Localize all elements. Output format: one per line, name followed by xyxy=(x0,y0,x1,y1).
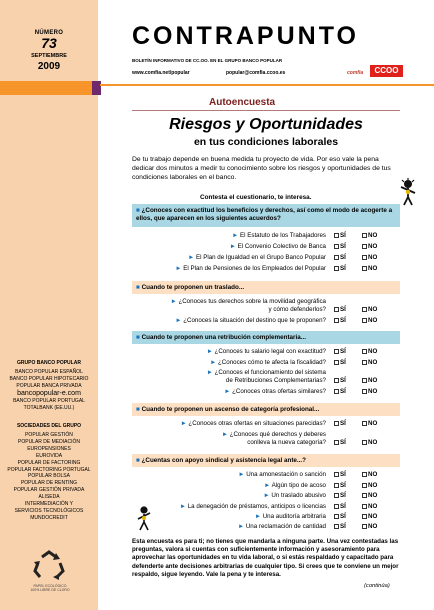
question-row: ► El Estatuto de los Trabajadores xyxy=(232,232,326,239)
list-item: TOTALBANK (EE.UU.) xyxy=(23,404,75,411)
list-item: ALISEDA xyxy=(38,494,60,501)
yes-option[interactable]: SÍ xyxy=(334,306,346,313)
list-item: MUNDOCREDIT xyxy=(30,514,68,521)
no-option[interactable]: NO xyxy=(362,377,377,384)
yes-option[interactable]: SÍ xyxy=(334,439,346,446)
no-option[interactable]: NO xyxy=(362,348,377,355)
mascot-figure-icon xyxy=(398,178,418,206)
no-option[interactable]: NO xyxy=(362,503,377,510)
question-row: ► ¿Conoces tu salario legal con exactitud? xyxy=(206,348,326,355)
no-option[interactable]: NO xyxy=(362,243,377,250)
list-item: BANCO POPULAR HIPOTECARIO xyxy=(9,375,89,382)
list-item: POPULAR FACTORING PORTUGAL xyxy=(7,466,91,473)
no-option[interactable]: NO xyxy=(362,482,377,489)
yes-option[interactable]: SÍ xyxy=(334,359,346,366)
question-row: ► El Convenio Colectivo de Banca xyxy=(229,243,326,250)
comfia-logo: comfia xyxy=(347,70,364,76)
list-item: SERVICIOS TECNOLÓGICOS xyxy=(14,507,84,514)
question-row: y cómo defenderlos? xyxy=(268,306,326,313)
companies-list xyxy=(0,432,98,522)
question-row: ► ¿Conoces otras ofertas similares? xyxy=(224,388,326,395)
recycle-icon xyxy=(30,549,68,581)
question-row: ► ¿Conoces la situación del destino que te proponen? xyxy=(175,317,326,324)
list-item: BANCO POPULAR PORTUGAL xyxy=(13,397,85,404)
no-option[interactable]: NO xyxy=(362,471,377,478)
header-divider xyxy=(100,84,434,86)
group-heading: GRUPO BANCO POPULAR xyxy=(17,360,81,366)
list-item: POPULAR GESTIÓN PRIVADA xyxy=(13,487,85,494)
question-row: ► El Plan de Pensiones de los Empleados del Popular xyxy=(175,265,326,272)
yes-option[interactable]: SÍ xyxy=(334,523,346,530)
call-to-action: Contesta el cuestionario, te interesa. xyxy=(200,194,312,201)
no-option[interactable]: NO xyxy=(362,492,377,499)
no-option[interactable]: NO xyxy=(362,388,377,395)
issue-number: 73 xyxy=(41,35,57,51)
question-row: ► Una amonestación o sanción xyxy=(238,471,326,478)
no-option[interactable]: NO xyxy=(362,232,377,239)
list-item: bancopopular-e.com xyxy=(17,389,81,397)
no-option[interactable]: NO xyxy=(362,359,377,366)
masthead-title: CONTRAPUNTO xyxy=(132,22,359,50)
yes-option[interactable]: SÍ xyxy=(334,377,346,384)
question-row: ► Un traslado abusivo xyxy=(263,492,326,499)
no-option[interactable]: NO xyxy=(362,306,377,313)
yes-option[interactable]: SÍ xyxy=(334,254,346,261)
list-item: POPULAR DE MEDIACIÓN xyxy=(18,438,80,445)
companies-heading: SOCIEDADES DEL GRUPO xyxy=(16,423,82,429)
yes-option[interactable]: SÍ xyxy=(334,513,346,520)
yes-option[interactable]: SÍ xyxy=(334,232,346,239)
question-row: ► ¿Conoces qué derechos y deberes xyxy=(221,431,326,438)
yes-option[interactable]: SÍ xyxy=(334,265,346,272)
no-option[interactable]: NO xyxy=(362,513,377,520)
no-option[interactable]: NO xyxy=(362,265,377,272)
yes-option[interactable]: SÍ xyxy=(334,482,346,489)
closing-paragraph: Esta encuesta es para ti; no tienes que mandarla a ninguna parte. Una vez contestadas las preguntas, valora si cuentas con suficientemente información y asesoramiento para aprovechar las oportunidades en tu vida laboral, o si estás respaldado y capacitado para defenderte ante decisiones arbitrarias de cualquier tipo. Si crees que te conviene un mejor respaldo, sigue leyendo. Vale la pena y te interesa. xyxy=(132,538,399,578)
question-4-header: ■ Cuando te proponen un ascenso de categoría profesional... xyxy=(132,403,400,416)
website-link[interactable]: www.comfia.net/popular xyxy=(132,70,190,76)
question-row: conlleva la nueva categoría? xyxy=(247,439,326,446)
list-item: BANCO POPULAR ESPAÑOL xyxy=(15,369,83,375)
survey-subtitle: en tus condiciones laborales xyxy=(193,136,339,148)
question-row: ► Algún tipo de acoso xyxy=(264,482,326,489)
list-item: POPULAR DE FACTORING xyxy=(17,459,81,466)
yes-option[interactable]: SÍ xyxy=(334,503,346,510)
question-1-header: ■ ¿Conoces con exactitud los beneficios y derechos, así como el modo de acogerte a ellos, que aparecen en los siguientes acuerdos? xyxy=(132,204,400,227)
no-option[interactable]: NO xyxy=(362,439,377,446)
question-row: ► Una auditoría arbitraria xyxy=(254,513,326,520)
section-divider xyxy=(132,110,400,111)
question-2-header: ■ Cuando te proponen un traslado... xyxy=(132,281,400,294)
no-option[interactable]: NO xyxy=(362,523,377,530)
no-option[interactable]: NO xyxy=(362,254,377,261)
list-item: POPULAR DE RENTING xyxy=(20,480,78,487)
issue-year: 2009 xyxy=(37,61,61,72)
yes-option[interactable]: SÍ xyxy=(334,317,346,324)
section-title: Autoencuesta xyxy=(209,97,276,108)
yes-option[interactable]: SÍ xyxy=(334,388,346,395)
mascot-figure-icon xyxy=(136,505,152,531)
question-row: ► ¿Conoces el funcionamiento del sistema xyxy=(206,369,326,376)
recycle-caption: PAPEL ECOLÓGICO 100% LIBRE DE CLORO xyxy=(30,584,70,593)
list-item: INTERMEDIACIÓN Y xyxy=(25,501,73,508)
question-row: ► ¿Conoces tus derechos sobre la movilidad geográfica xyxy=(170,298,326,305)
no-option[interactable]: NO xyxy=(362,317,377,324)
question-row: ► La denegación de préstamos, anticipos o licencias xyxy=(179,503,326,510)
issue-month: SEPTIEMBRE xyxy=(31,53,67,59)
question-row: ► ¿Conoces otras ofertas en situaciones parecidas? xyxy=(180,420,326,427)
masthead-subtitle: BOLETÍN INFORMATIVO DE CC.OO. EN EL GRUPO BANCO POPULAR xyxy=(132,58,283,63)
yes-option[interactable]: SÍ xyxy=(334,492,346,499)
list-item: POPULAR BOLSA xyxy=(28,473,70,480)
group-list xyxy=(0,369,98,412)
yes-option[interactable]: SÍ xyxy=(334,243,346,250)
question-row: de Retribuciones Complementarias? xyxy=(225,377,326,384)
ccoo-logo: CCOO xyxy=(370,65,403,77)
continues-label: (continúa) xyxy=(364,583,390,589)
email-link[interactable]: popular@comfia.ccoo.es xyxy=(226,70,286,76)
yes-option[interactable]: SÍ xyxy=(334,471,346,478)
list-item: EUROVIDA xyxy=(35,452,63,459)
list-item: POPULAR GESTIÓN xyxy=(25,432,73,438)
question-row: ► El Plan de Igualdad en el Grupo Banco Popular xyxy=(188,254,326,261)
yes-option[interactable]: SÍ xyxy=(334,420,346,427)
survey-title: Riesgos y Oportunidades xyxy=(169,116,363,133)
question-row: ► ¿Conoces cómo te afecta la fiscalidad? xyxy=(210,359,326,366)
yes-option[interactable]: SÍ xyxy=(334,348,346,355)
question-5-header: ■ ¿Cuentas con apoyo sindical y asistencia legal ante...? xyxy=(132,454,400,467)
issue-label: NÚMERO xyxy=(34,30,64,36)
intro-paragraph: De tu trabajo depende en buena medida tu proyecto de vida. Por eso vale la pena dedicar dos minutos a medir tu conocimiento sobre los riesgos y oportunidades de tus condiciones laborales en el banco. xyxy=(132,156,391,181)
list-item: EUROPENSIONES xyxy=(27,445,71,452)
no-option[interactable]: NO xyxy=(362,420,377,427)
question-row: ► Una reclamación de cantidad xyxy=(237,523,326,530)
list-item: POPULAR BANCA PRIVADA xyxy=(16,382,82,389)
question-3-header: ■ Cuando te proponen una retribución complementaria... xyxy=(132,331,400,344)
sidebar-orange-band xyxy=(0,81,92,95)
